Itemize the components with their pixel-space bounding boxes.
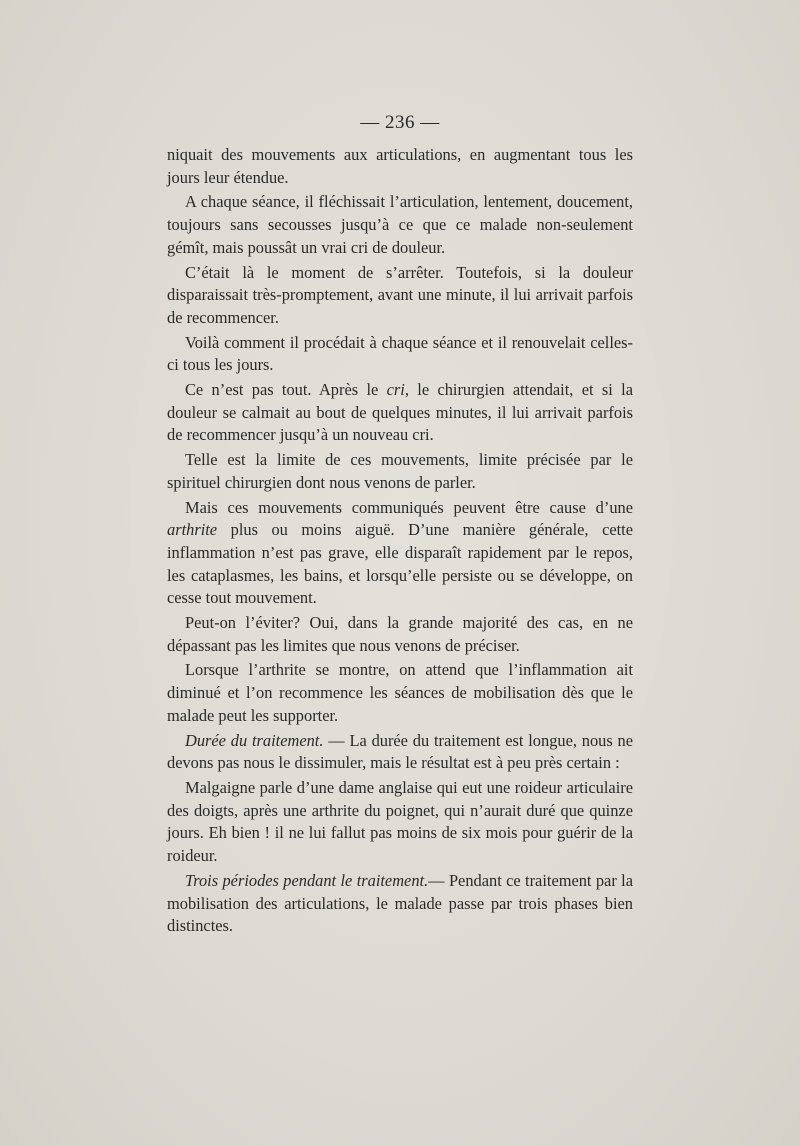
paragraph-3: C’était là le moment de s’arrêter. Toutefois, si la douleur disparaissait très-promptement, avant une minute, il lui arrivait parfois de recommencer. — [167, 262, 633, 327]
paragraph-7-italic: arthrite — [167, 520, 218, 540]
page-number: — 236 — — [360, 112, 440, 133]
paragraph-10-text: — La durée du traitement est longue, nous ne devons pas nous le dissimuler, mais le résultat est à peu près certain : — [167, 730, 634, 773]
paragraph-9: Lorsque l’arthrite se montre, on attend que l’inflammation ait diminué et l’on recommence les séances de mobilisation dès que le malade peut les supporter. — [167, 660, 633, 725]
paragraph-11: Malgaigne parle d’une dame anglaise qui eut une roideur articulaire des doigts, après une arthrite du poignet, qui n’aurait duré que quinze jours. Eh bien ! il ne lui fallut pas moins de six mois pour guérir de la roideur. — [167, 777, 633, 866]
paragraph-7 — [167, 497, 633, 611]
paragraph-8: Peut-on l’éviter? Oui, dans la grande majorité des cas, en ne dépassant pas les limites que nous venons de préciser. — [167, 613, 633, 655]
section-heading-periodes: Trois périodes pendant le traitement. — [185, 870, 429, 890]
paragraph-10 — [167, 730, 633, 775]
paragraph-1: niquait des mouvements aux articulations, en augmentant tous les jours leur étendue. — [167, 145, 633, 187]
paragraph-2: A chaque séance, il fléchissait l’articulation, lentement, doucement, toujours sans secousses jusqu’à ce que ce malade non-seulement gémît, mais poussât un vrai cri de douleur. — [167, 192, 633, 257]
paragraph-5-text-b: , le chirurgien attendait, et si la douleur se calmait au bout de quelques minutes, il lui arrivait parfois de recommencer jusqu’à un nouveau cri. — [167, 380, 633, 445]
paragraph-12 — [167, 870, 633, 938]
paragraph-5-text-a: Ce n’est pas tout. Après le — [185, 380, 387, 400]
paragraph-5 — [167, 379, 633, 447]
section-heading-duree: Durée du traitement. — [185, 730, 324, 750]
body-text — [167, 144, 633, 938]
paragraph-7-text-a: Mais ces mouvements communiqués peuvent être cause d’une — [185, 497, 633, 517]
paragraph-4: Voilà comment il procédait à chaque séance et il renouvelait celles-ci tous les jours. — [167, 332, 633, 375]
paragraph-6: Telle est la limite de ces mouvements, limite précisée par le spirituel chirurgien dont nous venons de parler. — [167, 450, 633, 492]
paragraph-5-italic: cri — [386, 380, 405, 400]
paragraph-12-text: — Pendant ce traitement par la mobilisation des articulations, le malade passe par trois phases bien distinctes. — [167, 870, 633, 936]
paragraph-7-text-b: plus ou moins aiguë. D’une manière générale, cette inflammation n’est pas grave, elle disparaît rapidement par le repos, les cataplasmes, les bains, et lorsqu’elle persiste ou se développe, on cesse tout mouvement. — [167, 520, 633, 608]
